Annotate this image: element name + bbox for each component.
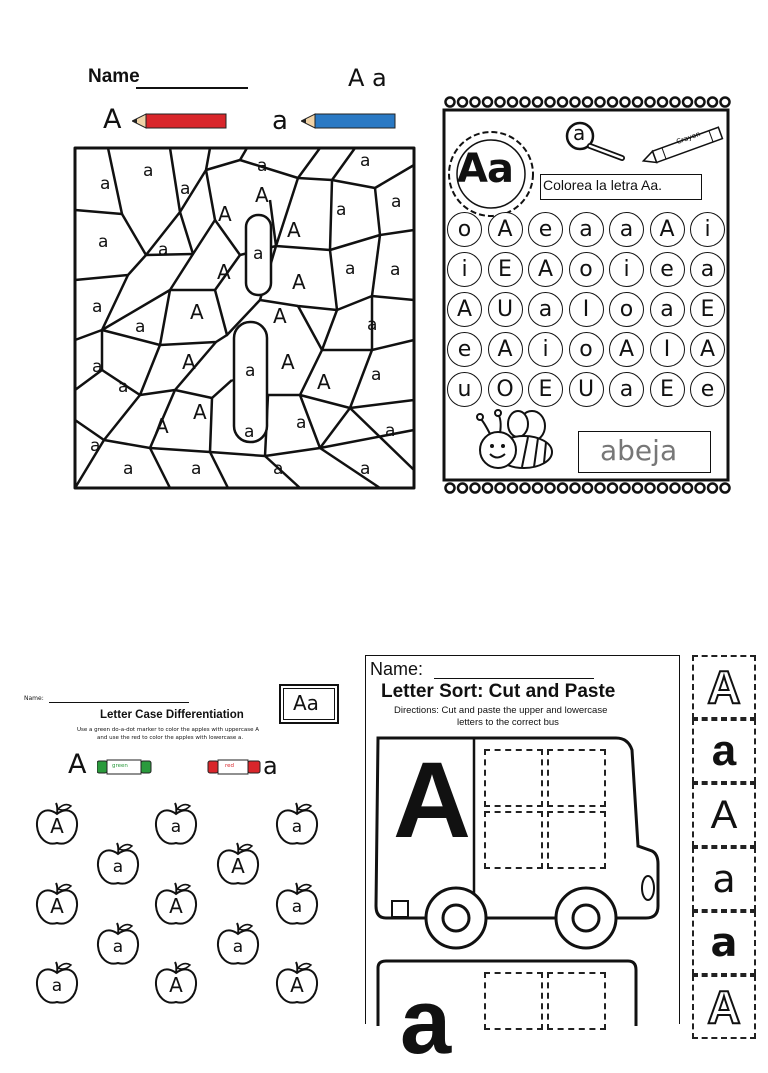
- letter-circle[interactable]: A: [488, 212, 523, 247]
- letter-circle[interactable]: a: [609, 372, 644, 407]
- word-label: abeja: [600, 434, 678, 467]
- letter-circle[interactable]: o: [447, 212, 482, 247]
- mosaic-cell-letter: A: [182, 350, 196, 374]
- letter-circle[interactable]: A: [528, 252, 563, 287]
- cut-out-letter-strip: [692, 655, 756, 1033]
- apple-letter: a: [112, 857, 124, 877]
- color-by-letter-worksheet: [0, 0, 430, 520]
- mosaic-cell-letter: a: [244, 422, 255, 442]
- mosaic-cell-letter: A: [255, 183, 269, 207]
- mosaic-cell-letter: a: [385, 421, 396, 441]
- mosaic-cell-letter: a: [90, 436, 101, 456]
- cut-out-letter: A: [710, 793, 738, 837]
- letter-circle[interactable]: u: [447, 372, 482, 407]
- apple-item[interactable]: [94, 840, 142, 888]
- mosaic-cell-letter: a: [123, 459, 134, 479]
- mosaic-cell-letter: a: [360, 151, 371, 171]
- mosaic-cell-letter: a: [92, 297, 103, 317]
- apple-item[interactable]: [214, 840, 262, 888]
- apple-item[interactable]: [33, 800, 81, 848]
- mosaic-cell-letter: A: [218, 202, 232, 226]
- letter-circle[interactable]: I: [650, 332, 685, 367]
- letter-circle[interactable]: E: [528, 372, 563, 407]
- mosaic-cell-letter: a: [371, 365, 382, 385]
- apple-letter: a: [51, 976, 63, 996]
- mosaic-cell-letter: A: [155, 414, 169, 438]
- letter-circle[interactable]: U: [569, 372, 604, 407]
- letter-circle[interactable]: A: [447, 292, 482, 327]
- lowercase-key-letter: a: [263, 752, 278, 780]
- letter-circle[interactable]: o: [609, 292, 644, 327]
- cut-out-letter-tile[interactable]: [692, 783, 756, 847]
- cut-out-letter: a: [710, 920, 738, 966]
- mosaic-cell-letter: a: [191, 459, 202, 479]
- letter-circle[interactable]: o: [569, 252, 604, 287]
- letter-circle[interactable]: o: [569, 332, 604, 367]
- header-letter-pair: A a: [348, 64, 387, 92]
- letter-circle[interactable]: E: [488, 252, 523, 287]
- mosaic-cell-letter: A: [190, 300, 204, 324]
- cut-out-letter-tile[interactable]: [692, 847, 756, 911]
- cut-out-letter-tile[interactable]: [692, 911, 756, 975]
- apple-item[interactable]: [273, 959, 321, 1007]
- name-label: Name: [88, 66, 140, 87]
- mosaic-cell-letter: a: [100, 174, 111, 194]
- mosaic-cell-letter: a: [92, 357, 103, 377]
- colorea-worksheet: [430, 90, 740, 500]
- letter-circle[interactable]: i: [609, 252, 644, 287]
- mosaic-cell-letter: A: [273, 304, 287, 328]
- sort-cell[interactable]: [484, 811, 543, 869]
- instructions-line-1: Use a green do-a-dot marker to color the apples with uppercase A: [77, 727, 259, 733]
- apple-letter: A: [169, 894, 183, 918]
- apple-item[interactable]: [273, 880, 321, 928]
- cut-out-letter-tile[interactable]: [692, 719, 756, 783]
- apple-letter: a: [112, 937, 124, 957]
- mosaic-cell-letter: A: [317, 370, 331, 394]
- red-marker-label: red: [225, 763, 235, 769]
- apple-letter: A: [290, 973, 304, 997]
- mosaic-cell-letter: a: [367, 315, 378, 335]
- letter-circle[interactable]: I: [569, 292, 604, 327]
- bus-1-letter: A: [393, 739, 471, 860]
- mosaic-cell-letter: a: [180, 179, 191, 199]
- bus-2-letter: a: [400, 971, 452, 1073]
- mosaic-cell-letter: A: [281, 350, 295, 374]
- mosaic-cell-letter: a: [135, 317, 146, 337]
- cut-out-letter-tile[interactable]: [692, 655, 756, 719]
- letter-circle[interactable]: A: [488, 332, 523, 367]
- letter-circle[interactable]: e: [528, 212, 563, 247]
- apple-letter: a: [232, 937, 244, 957]
- cut-out-letter: a: [712, 857, 736, 901]
- green-marker-label: green: [112, 763, 128, 769]
- instructions-line-2: and use the red to color the apples with lowercase a.: [97, 735, 244, 741]
- cut-out-letter-tile[interactable]: [692, 975, 756, 1039]
- mosaic-cell-letter: a: [390, 260, 401, 280]
- magnifier-letter: a: [573, 121, 586, 145]
- mosaic-cell-letter: a: [253, 244, 264, 264]
- instruction-text: Colorea la letra Aa.: [543, 177, 663, 193]
- letter-circle[interactable]: a: [690, 252, 725, 287]
- name-label: Name:: [24, 695, 44, 702]
- mosaic-cell-letter: A: [292, 270, 306, 294]
- letter-circle[interactable]: i: [447, 252, 482, 287]
- letter-circle[interactable]: E: [650, 372, 685, 407]
- mosaic-cell-letter: a: [391, 192, 402, 212]
- mosaic-cell-letter: a: [158, 240, 169, 260]
- cut-out-letter: A: [707, 981, 741, 1033]
- apple-letter: a: [170, 817, 182, 837]
- mosaic-cell-letter: A: [193, 400, 207, 424]
- mosaic-cell-letter: a: [245, 361, 256, 381]
- apple-item[interactable]: [33, 880, 81, 928]
- sort-cell[interactable]: [484, 749, 543, 807]
- mosaic-cell-letter: a: [296, 413, 307, 433]
- uppercase-key-letter: A: [103, 104, 122, 135]
- color-by-letter-mosaic: [0, 0, 430, 520]
- apple-letter: A: [50, 814, 64, 838]
- name-line: [49, 702, 189, 703]
- mosaic-cell-letter: a: [360, 459, 371, 479]
- apple-item[interactable]: [152, 800, 200, 848]
- letter-circle[interactable]: e: [447, 332, 482, 367]
- letter-circle[interactable]: i: [690, 212, 725, 247]
- letter-circle[interactable]: A: [609, 332, 644, 367]
- bee-icon: [474, 408, 560, 474]
- letter-circle[interactable]: E: [690, 292, 725, 327]
- apple-item[interactable]: [152, 959, 200, 1007]
- apple-letter: a: [291, 897, 303, 917]
- apple-item[interactable]: [33, 959, 81, 1007]
- mosaic-cell-letter: A: [217, 260, 231, 284]
- apple-item[interactable]: [152, 880, 200, 928]
- apple-item[interactable]: [273, 800, 321, 848]
- letter-circle[interactable]: a: [569, 212, 604, 247]
- apple-item[interactable]: [214, 920, 262, 968]
- cut-out-letter: a: [711, 726, 737, 775]
- mosaic-cell-letter: a: [257, 156, 268, 176]
- worksheet-title: Letter Case Differentiation: [100, 709, 244, 721]
- letter-circle[interactable]: e: [690, 372, 725, 407]
- cut-out-letter: A: [707, 661, 741, 713]
- name-line: [434, 678, 594, 679]
- mosaic-cell-letter: a: [143, 161, 154, 181]
- sort-cell[interactable]: [547, 811, 606, 869]
- letter-circle[interactable]: e: [650, 252, 685, 287]
- letter-sort-worksheet: [365, 655, 680, 1073]
- badge-letters: Aa: [293, 691, 319, 715]
- sort-cell[interactable]: [484, 972, 543, 1030]
- mosaic-cell-letter: A: [287, 218, 301, 242]
- apple-item[interactable]: [94, 920, 142, 968]
- letter-circle[interactable]: a: [609, 212, 644, 247]
- letter-circle[interactable]: i: [528, 332, 563, 367]
- mosaic-cell-letter: a: [345, 259, 356, 279]
- mosaic-cell-letter: a: [273, 459, 284, 479]
- crayon-icon: [638, 124, 730, 164]
- directions-line-2: letters to the correct bus: [457, 717, 559, 728]
- worksheet-title: Letter Sort: Cut and Paste: [381, 681, 616, 702]
- badge-letters: Aa: [457, 146, 513, 192]
- letter-circle[interactable]: a: [528, 292, 563, 327]
- mosaic-cell-letter: a: [118, 377, 129, 397]
- letter-circle[interactable]: A: [690, 332, 725, 367]
- letter-circle[interactable]: A: [650, 212, 685, 247]
- sort-cell[interactable]: [547, 972, 606, 1030]
- crayon-label: Crayon: [675, 129, 702, 147]
- letter-circle[interactable]: U: [488, 292, 523, 327]
- name-label: Name:: [370, 659, 424, 679]
- uppercase-key-letter: A: [68, 749, 87, 780]
- apple-letter: A: [50, 894, 64, 918]
- apple-letter: A: [231, 854, 245, 878]
- mosaic-cell-letter: a: [98, 232, 109, 252]
- sort-cell[interactable]: [547, 749, 606, 807]
- apple-letter: a: [291, 817, 303, 837]
- apple-letter: A: [169, 973, 183, 997]
- letter-circle[interactable]: O: [488, 372, 523, 407]
- letter-circle[interactable]: a: [650, 292, 685, 327]
- lowercase-key-letter: a: [272, 106, 288, 136]
- directions-line-1: Directions: Cut and paste the upper and lowercase: [394, 705, 608, 716]
- mosaic-cell-letter: a: [336, 200, 347, 220]
